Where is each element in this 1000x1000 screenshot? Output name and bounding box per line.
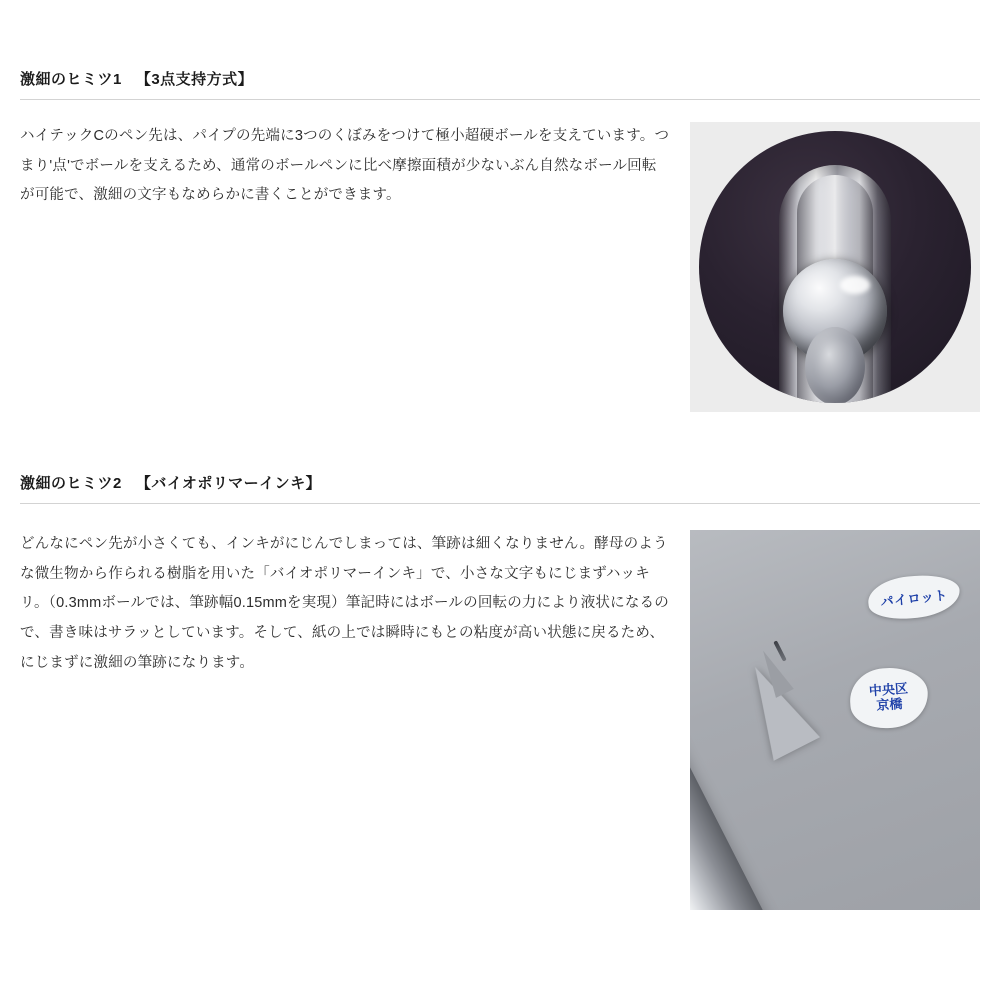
top-spacer [20, 0, 980, 68]
section-2-body [20, 530, 980, 910]
section-2-heading-gap [20, 504, 980, 530]
section-2-heading-bracket: 【バイオポリマーインキ】 [135, 475, 322, 492]
section-1-heading-gap [20, 100, 980, 122]
section-1-heading-title: 激細のヒミツ1 [20, 71, 122, 88]
between-sections-spacer [20, 412, 980, 472]
section-1-text-block [20, 122, 670, 211]
handwriting-sample-2-line-1: 中央区 [868, 680, 909, 699]
handwriting-sample-2 [848, 665, 930, 730]
section-1-heading [20, 68, 980, 100]
section-2-paragraph: どんなにペン先が小さくても、インキがにじんでしまっては、筆跡は細くなりません。酵母のような微生物から作られる樹脂を用いた「バイオポリマーインキ」で、小さな文字もにじまずハッキリ。（0.3mmボールでは、筆跡幅0.15mmを実現）筆記時にはボールの回転の力により液状になるので、書き味はサラッとしています。そして、紙の上では瞬時にもとの粘度が高い状態に戻るため、にじまずに激細の筆跡になります。 [20, 536, 669, 671]
handwriting-sample-1: パイロット [866, 571, 962, 622]
section-2-heading [20, 472, 980, 504]
section-2-text-block [20, 530, 670, 679]
handwriting-sample-2-line-2: 京橋 [875, 696, 903, 713]
pen-tip-macro-photo [690, 122, 980, 412]
section-2-heading-title: 激細のヒミツ2 [20, 475, 122, 492]
section-1-body [20, 122, 980, 412]
handwriting-sample-2-lines [868, 682, 909, 715]
photo-circle-mask [699, 131, 971, 403]
section-1-paragraph: ハイテックCのペン先は、パイプの先端に3つのくぼみをつけて極小超硬ボールを支えています。つまり'点'でボールを支えるため、通常のボールペンに比べ摩擦面積が少ないぶん自然なボール回転が可能で、激細の文字もなめらかに書くことができます。 [20, 128, 670, 204]
section-1-heading-bracket: 【3点支持方式】 [135, 71, 254, 88]
ball-socket-shape [805, 327, 865, 403]
pen-writing-photo [690, 530, 980, 910]
